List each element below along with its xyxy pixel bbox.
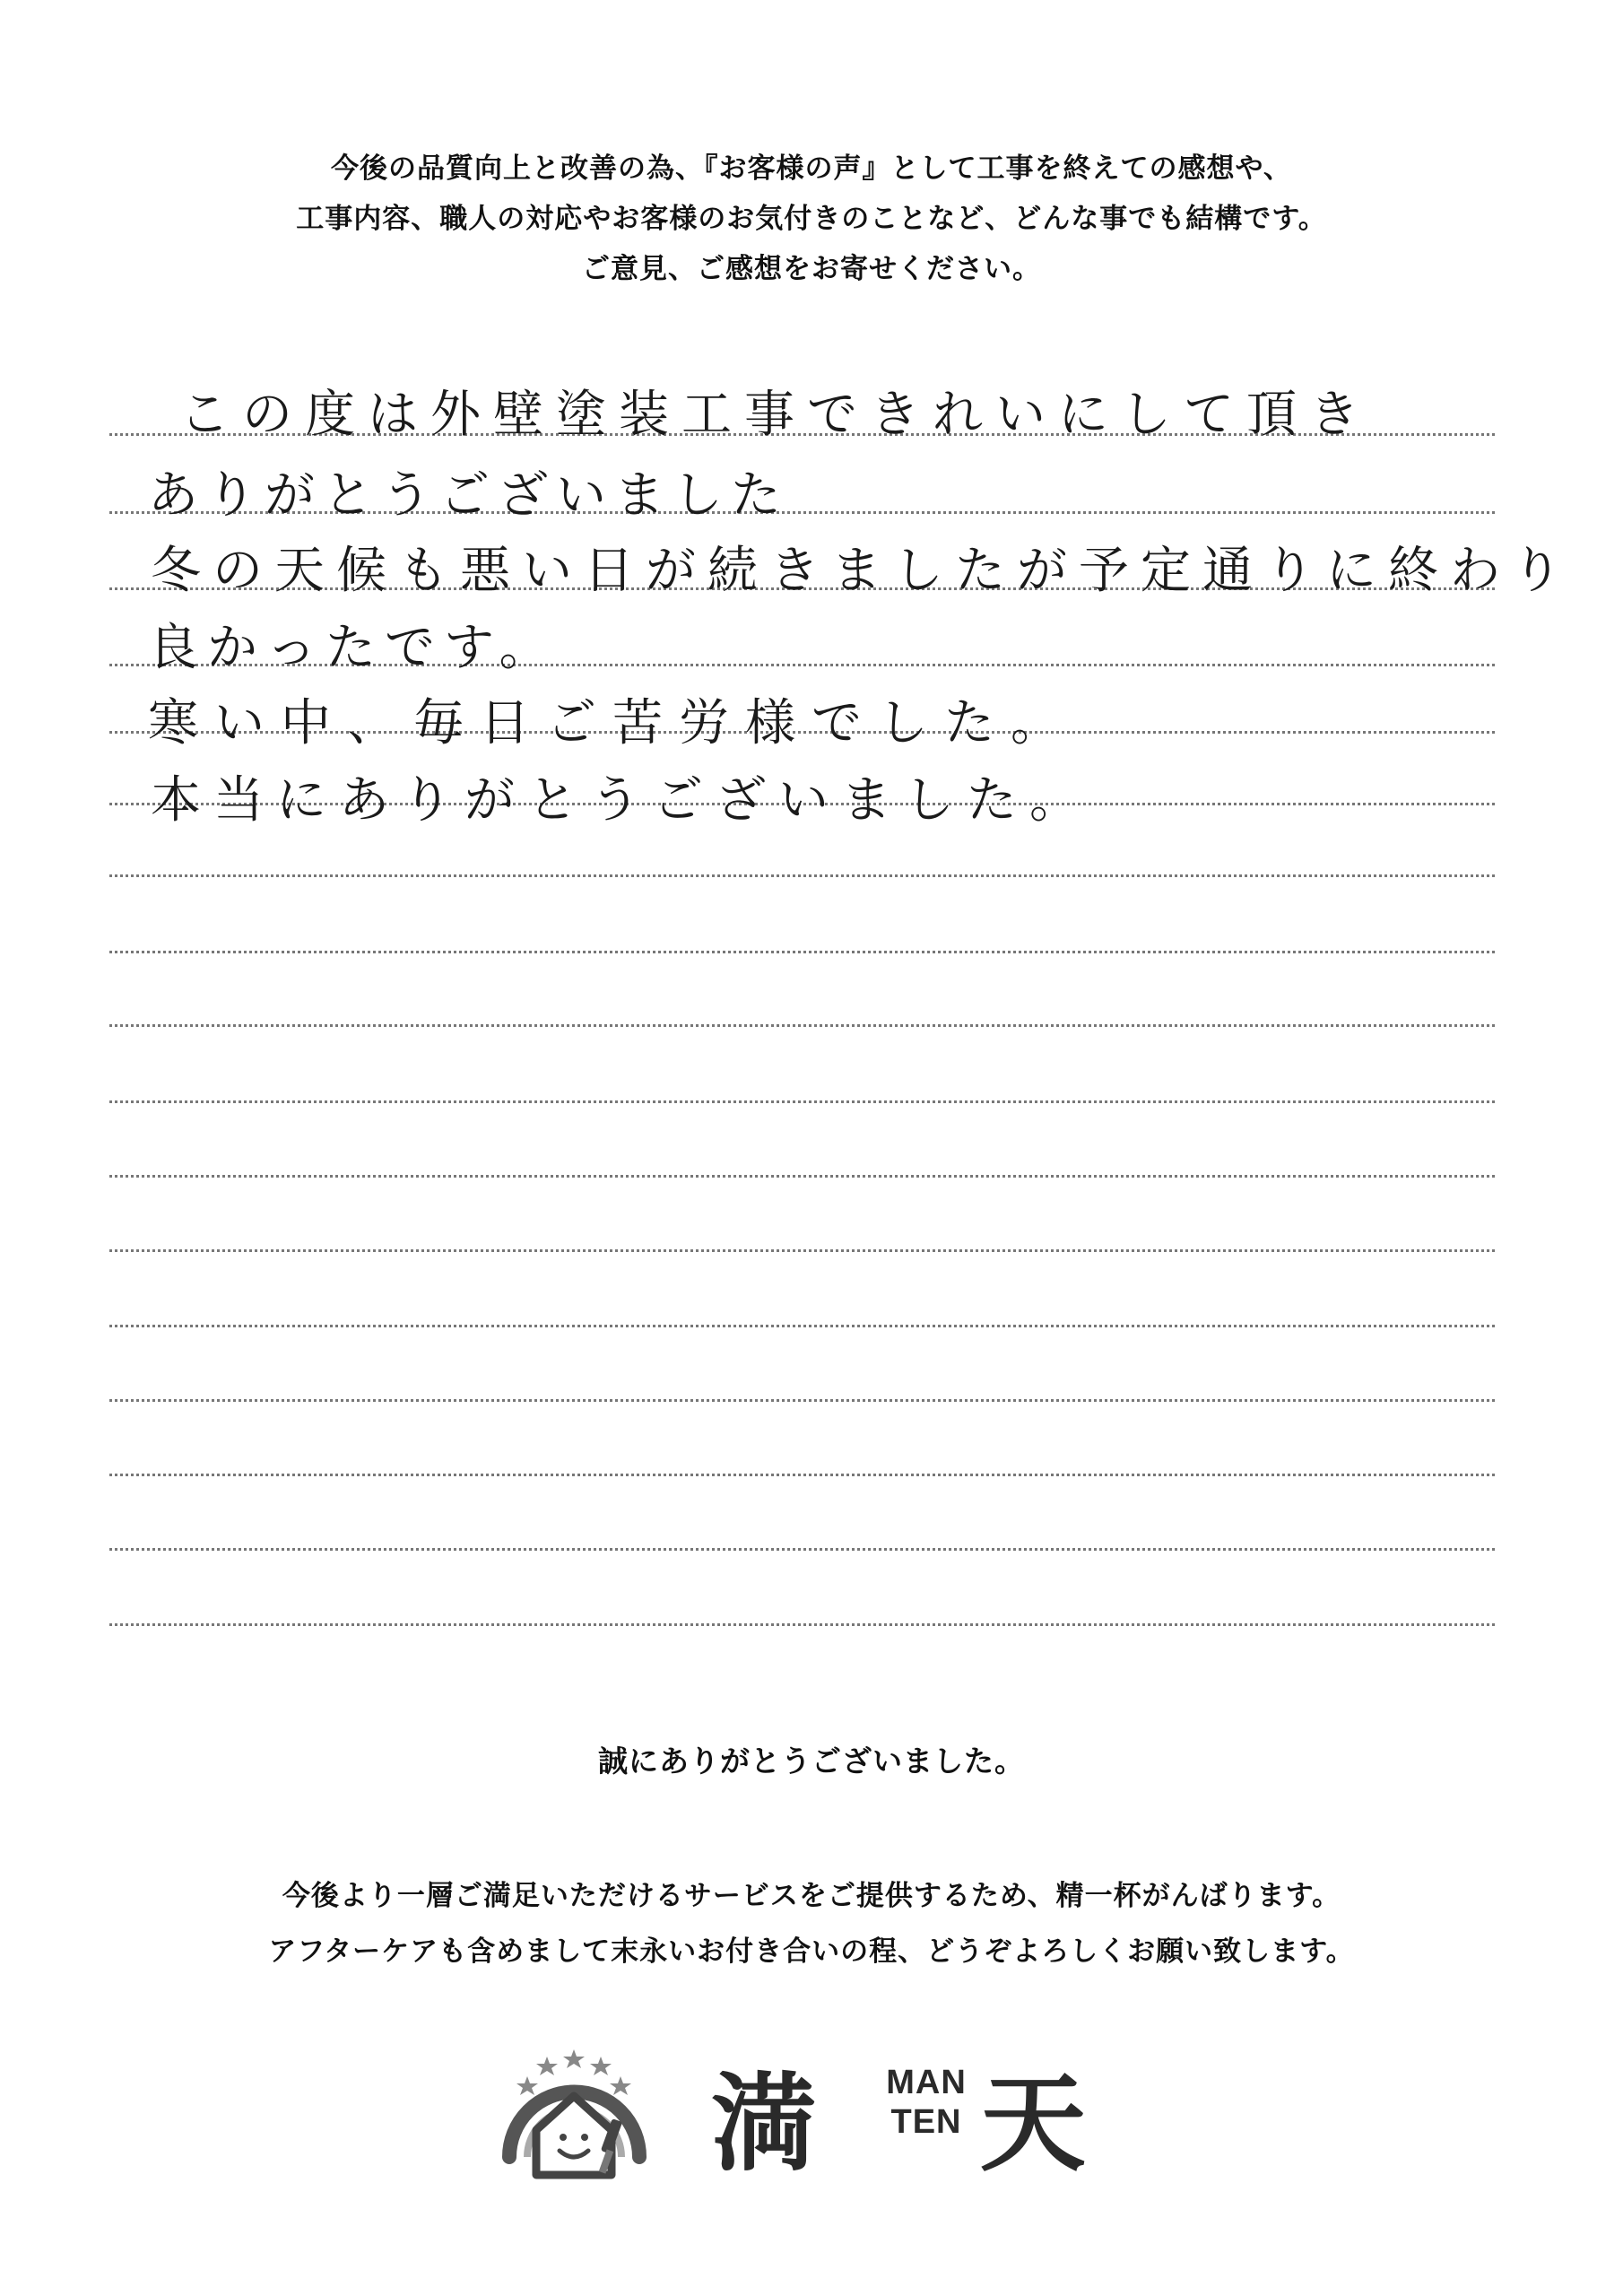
- dotted-rule: [109, 1548, 1495, 1551]
- handwritten-line: この度は外壁塗装工事できれいにして頂き: [179, 386, 1372, 444]
- dotted-rule: [109, 1623, 1495, 1626]
- logo-roman-man: MAN: [886, 2064, 967, 2101]
- logo-roman-text: [877, 2063, 976, 2142]
- instruction-line: ご意見、ご感想をお寄せください。: [582, 253, 1041, 285]
- logo-kanji-ten: 天: [980, 2062, 1087, 2186]
- manten-logo: [491, 2022, 1137, 2188]
- closing-line: 今後より一層ご満足いただけるサービスをご提供するため、精一杯がんばります。: [282, 1880, 1341, 1912]
- thank-you-message: 誠にありがとうございました。: [598, 1744, 1025, 1779]
- dotted-rule: [109, 1325, 1495, 1327]
- logo-roman-ten: TEN: [890, 2103, 962, 2141]
- dotted-rule: [109, 1175, 1495, 1178]
- instruction-line: 工事内容、職人の対応やお客様のお気付きのことなど、どんな事でも結構です。: [296, 203, 1327, 235]
- handwritten-comment: [0, 0, 1623, 897]
- dotted-rule: [109, 1100, 1495, 1103]
- handwritten-line: 本当にありがとうございました。: [151, 771, 1092, 830]
- dotted-rule: [109, 1249, 1495, 1252]
- logo-kanji-man: 満: [711, 2062, 818, 2186]
- dotted-rule: [109, 951, 1495, 953]
- dotted-rule: [109, 1399, 1495, 1402]
- closing-message: [0, 1868, 1623, 1979]
- handwritten-line: 良かったです。: [148, 619, 559, 677]
- dotted-rule: [109, 1474, 1495, 1476]
- house-rainbow-stars-logo-icon: [491, 2022, 657, 2188]
- handwritten-line: ありがとうございました: [148, 466, 789, 525]
- instruction-line: 今後の品質向上と改善の為、『お客様の声』として工事を終えての感想や、: [331, 152, 1292, 185]
- closing-line: アフターケアも含めまして末永いお付き合いの程、どうぞよろしくお願い致します。: [268, 1935, 1355, 1968]
- handwritten-line: 冬の天候も悪い日が続きましたが予定通りに終わり: [151, 542, 1574, 600]
- dotted-rule: [109, 1024, 1495, 1027]
- handwritten-line: 寒い中、毎日ご苦労様でした。: [148, 694, 1077, 752]
